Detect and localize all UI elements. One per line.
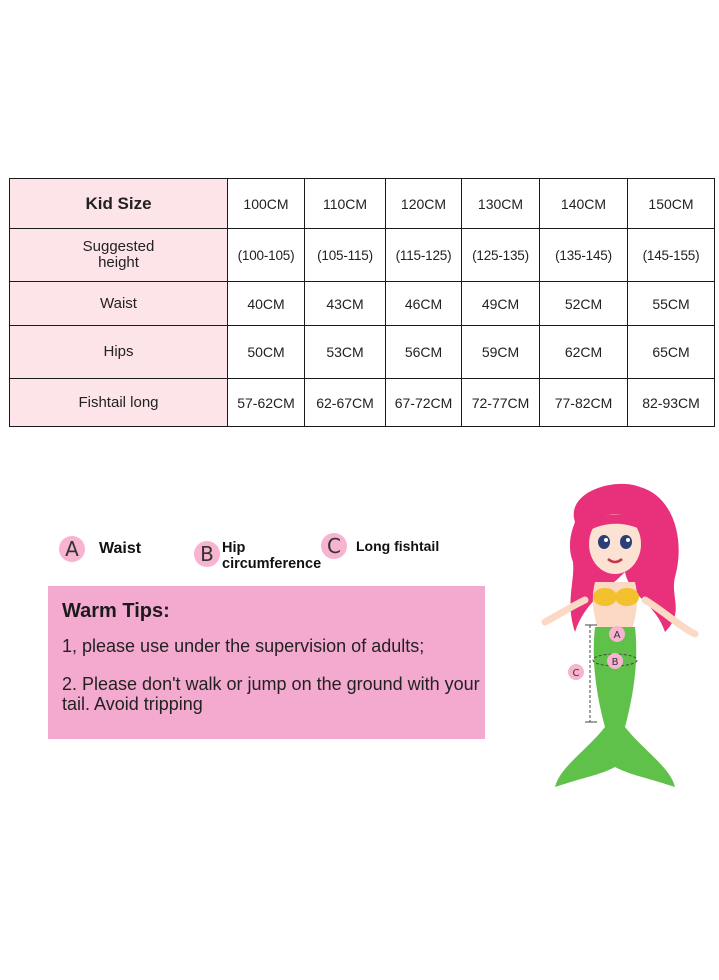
size-chart-table — [9, 178, 715, 427]
table-cell: (145-155) — [628, 229, 715, 282]
legend-hip — [194, 536, 321, 572]
row-label-waist: Waist — [10, 282, 228, 326]
table-cell: (125-135) — [462, 229, 540, 282]
badge-a: A — [59, 536, 85, 562]
left-eye-shape — [598, 535, 610, 549]
mermaid-illustration — [535, 482, 715, 792]
legend-waist — [59, 536, 141, 562]
table-cell: (100-105) — [228, 229, 305, 282]
table-cell: 53CM — [305, 326, 386, 379]
row-label-hips: Hips — [10, 326, 228, 379]
table-cell: 46CM — [386, 282, 462, 326]
legend-hip-line2: circumference — [222, 556, 322, 572]
table-row-height — [10, 229, 715, 282]
tip-supervision: 1, please use under the supervision of adults; — [62, 636, 425, 656]
row-label-text: Suggested height — [82, 238, 155, 271]
table-row-header — [10, 179, 715, 229]
table-row-fishtail — [10, 379, 715, 427]
row-label-fishtail: Fishtail long — [10, 379, 228, 427]
warm-tips-title: Warm Tips: — [62, 600, 170, 622]
table-cell: 82-93CM — [628, 379, 715, 427]
size-cell: 110CM — [305, 179, 386, 229]
right-eye-highlight — [626, 538, 630, 542]
measurement-legend — [0, 533, 460, 573]
marker-c-text: C — [572, 668, 580, 679]
warm-tips-box — [48, 586, 485, 739]
table-cell: 77-82CM — [540, 379, 628, 427]
size-cell: 150CM — [628, 179, 715, 229]
table-cell: (105-115) — [305, 229, 386, 282]
marker-b-text: B — [611, 657, 619, 668]
table-cell: 49CM — [462, 282, 540, 326]
tip-no-walking: 2. Please don't walk or jump on the ground with your tail. Avoid tripping — [62, 674, 480, 714]
legend-fishtail — [321, 533, 439, 559]
table-cell: 65CM — [628, 326, 715, 379]
table-cell: 40CM — [228, 282, 305, 326]
size-cell: 130CM — [462, 179, 540, 229]
badge-b: B — [194, 541, 220, 567]
table-cell: 62-67CM — [305, 379, 386, 427]
legend-fishtail-label: Long fishtail — [356, 538, 440, 554]
table-cell: 67-72CM — [386, 379, 462, 427]
table-cell: 59CM — [462, 326, 540, 379]
legend-hip-line1: Hip — [222, 540, 246, 556]
table-cell: 72-77CM — [462, 379, 540, 427]
table-cell: 55CM — [628, 282, 715, 326]
size-cell: 140CM — [540, 179, 628, 229]
table-cell: (135-145) — [540, 229, 628, 282]
table-cell: 50CM — [228, 326, 305, 379]
left-eye-highlight — [604, 538, 608, 542]
marker-a-text: A — [613, 630, 621, 641]
tail-shape — [555, 627, 675, 787]
shell-right-shape — [615, 588, 639, 606]
shell-left-shape — [593, 588, 617, 606]
badge-c: C — [321, 533, 347, 559]
table-row-waist — [10, 282, 715, 326]
table-cell: 62CM — [540, 326, 628, 379]
table-cell: 57-62CM — [228, 379, 305, 427]
right-eye-shape — [620, 535, 632, 549]
table-cell: 56CM — [386, 326, 462, 379]
legend-waist-label: Waist — [99, 540, 142, 557]
size-cell: 100CM — [228, 179, 305, 229]
table-cell: 43CM — [305, 282, 386, 326]
table-row-hips — [10, 326, 715, 379]
size-cell: 120CM — [386, 179, 462, 229]
legend-hip-label — [222, 540, 321, 572]
row-label-height — [10, 229, 228, 282]
kid-size-label: Kid Size — [10, 179, 228, 229]
table-cell: 52CM — [540, 282, 628, 326]
table-cell: (115-125) — [386, 229, 462, 282]
